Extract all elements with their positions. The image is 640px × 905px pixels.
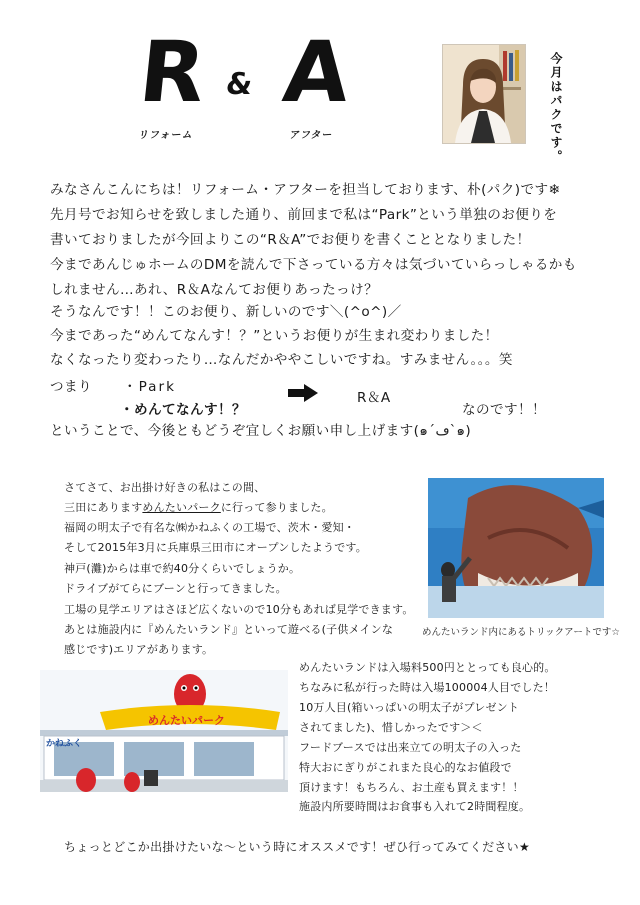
title-ampersand: &: [224, 67, 255, 102]
author-photo: [442, 44, 526, 144]
article-line: 感じです)エリアがあります。: [64, 643, 214, 656]
change-suffix: なのです！！: [462, 402, 546, 418]
article-line: さてさて、お出掛け好きの私はこの間、: [64, 481, 266, 494]
change-prefix: つまり: [50, 379, 92, 395]
title-letter-a: A: [278, 23, 355, 121]
title-letter-r: R: [134, 23, 210, 121]
article-text: 三田にあります: [64, 501, 143, 514]
article-line: 福岡の明太子で有名な㈱かねふくの工場で、茨木・愛知・: [64, 521, 355, 534]
kanefuku-logo: かねふく: [46, 739, 83, 749]
old-letter-maintenance: ・めんてなんす！？: [120, 402, 246, 418]
article-line: あとは施設内に『めんたいランド』といって遊べる(子供メインな: [64, 623, 394, 636]
author-side-note: 今月はパクです。: [549, 52, 563, 164]
article-line: [64, 501, 333, 515]
subtitle-reform: リフォーム: [137, 130, 195, 141]
right-column-line: 10万人目(箱いっぱいの明太子がプレゼント: [299, 701, 520, 714]
intro-line: なくなったり変わったり…なんだかややこしいですね。すみません。。。笑: [50, 352, 513, 368]
intro-line: 先月号でお知らせを致しました通り、前回まで私は“Park”という単独のお便りを: [50, 207, 558, 223]
right-column-line: フードブースでは出来立ての明太子の入った: [299, 741, 522, 754]
article-line: 神戸(灘)からは車で約40分くらいでしょうか。: [64, 562, 301, 575]
intro-closing: ということで、今後ともどうぞ宜しくお願い申し上げます(๑´ڡ`๑): [50, 423, 472, 439]
closing-line: ちょっとどこか出掛けたいな～という時にオススメです！ぜひ行ってみてください★: [64, 840, 531, 854]
trick-art-photo: [428, 478, 604, 618]
article-line: 工場の見学エリアはさほど広くないので10分もあれば見学できます。: [64, 603, 414, 616]
right-column-line: 施設内所要時間はお食事も入れて2時間程度。: [299, 800, 531, 813]
old-letter-park: ・Park: [123, 379, 176, 395]
article-line: ドライブがてらにブーンと行ってきました。: [64, 582, 287, 595]
new-letter-name: R＆A: [357, 390, 391, 406]
intro-line: みなさんこんにちは！リフォーム・アフターを担当しております、朴(パク)です❄: [50, 182, 561, 198]
article-line: そして2015年3月に兵庫県三田市にオープンしたようです。: [64, 541, 367, 554]
right-column-line: されてました)、惜しかったです＞＜: [299, 721, 483, 734]
menta-park-name: めんたいパーク: [142, 501, 221, 514]
trick-art-caption: めんたいランド内にあるトリックアートです☆: [422, 627, 620, 638]
intro-line: 今まであった“めんてなんす！？”というお便りが生まれ変わりました！: [50, 328, 499, 344]
right-arrow-icon: [288, 384, 318, 402]
right-column-line: 頂けます！もちろん、お土産も買えます！！: [299, 781, 524, 794]
intro-line: しれません…あれ、R＆Aなんてお便りあったっけ？: [50, 282, 379, 298]
article-text: に行って参りました。: [220, 501, 333, 514]
right-column-line: 特大おにぎりがこれまた良心的なお値段で: [299, 761, 512, 774]
intro-line: そうなんです！！このお便り、新しいのです＼(^o^)／: [50, 304, 402, 320]
right-column-line: めんたいランドは入場料500円ととっても良心的。: [299, 661, 556, 674]
menta-park-photo: [40, 670, 288, 792]
right-column-line: ちなみに私が行った時は入場100004人目でした！: [299, 681, 555, 694]
park-sign-text: めんたいパーク: [148, 714, 225, 727]
intro-line: 書いておりましたが今回よりこの“R＆A”でお便りを書くこととなりました！: [50, 232, 531, 248]
subtitle-after: アフター: [288, 130, 334, 141]
intro-line: 今まであんじゅホームのDMを読んで下さっている方々は気づいていらっしゃるかも: [50, 257, 577, 273]
